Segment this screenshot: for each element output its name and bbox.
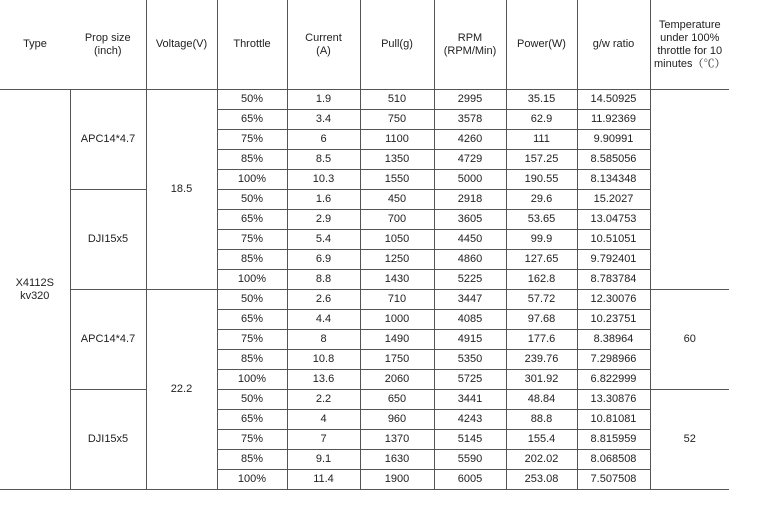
power-cell: 35.15: [506, 90, 577, 110]
pull-cell: 2060: [360, 370, 434, 390]
power-cell: 202.02: [506, 450, 577, 470]
table-row: [0, 190, 729, 210]
throttle-cell: 75%: [217, 330, 287, 350]
rpm-cell: 4860: [434, 250, 506, 270]
throttle-cell: 65%: [217, 410, 287, 430]
rpm-cell: 2995: [434, 90, 506, 110]
throttle-cell: 100%: [217, 170, 287, 190]
pull-cell: 1900: [360, 470, 434, 490]
current-cell: 11.4: [287, 470, 360, 490]
header-gw-ratio: g/w ratio: [577, 0, 650, 90]
power-cell: 99.9: [506, 230, 577, 250]
gw-ratio-cell: 8.585056: [577, 150, 650, 170]
header-prop-size: Prop size (inch): [70, 0, 146, 90]
current-cell: 5.4: [287, 230, 360, 250]
rpm-cell: 3441: [434, 390, 506, 410]
rpm-cell: 3578: [434, 110, 506, 130]
gw-ratio-cell: 8.783784: [577, 270, 650, 290]
rpm-cell: 5590: [434, 450, 506, 470]
table-row: [0, 290, 729, 310]
power-cell: 162.8: [506, 270, 577, 290]
throttle-cell: 75%: [217, 430, 287, 450]
power-cell: 57.72: [506, 290, 577, 310]
gw-ratio-cell: 9.90991: [577, 130, 650, 150]
power-cell: 155.4: [506, 430, 577, 450]
power-cell: 253.08: [506, 470, 577, 490]
power-cell: 127.65: [506, 250, 577, 270]
pull-cell: 710: [360, 290, 434, 310]
prop-size-cell: DJI15x5: [70, 390, 146, 490]
current-cell: 2.2: [287, 390, 360, 410]
rpm-cell: 4085: [434, 310, 506, 330]
header-current: Current (A): [287, 0, 360, 90]
header-voltage: Voltage(V): [146, 0, 217, 90]
rpm-cell: 5145: [434, 430, 506, 450]
current-cell: 6.9: [287, 250, 360, 270]
current-cell: 2.9: [287, 210, 360, 230]
table-row: [0, 90, 729, 110]
gw-ratio-cell: 13.30876: [577, 390, 650, 410]
current-cell: 8: [287, 330, 360, 350]
throttle-cell: 85%: [217, 450, 287, 470]
pull-cell: 960: [360, 410, 434, 430]
throttle-cell: 50%: [217, 290, 287, 310]
gw-ratio-cell: 8.815959: [577, 430, 650, 450]
header-power: Power(W): [506, 0, 577, 90]
gw-ratio-cell: 8.134348: [577, 170, 650, 190]
gw-ratio-cell: 7.298966: [577, 350, 650, 370]
rpm-cell: 3447: [434, 290, 506, 310]
temperature-cell: 60: [650, 290, 729, 390]
pull-cell: 1350: [360, 150, 434, 170]
current-cell: 13.6: [287, 370, 360, 390]
current-cell: 6: [287, 130, 360, 150]
temperature-cell: [650, 90, 729, 290]
pull-cell: 650: [360, 390, 434, 410]
header-temperature: Temperature under 100% throttle for 10 minutes（℃）: [650, 0, 729, 90]
current-cell: 1.9: [287, 90, 360, 110]
throttle-cell: 65%: [217, 210, 287, 230]
motor-type-label: X4112S kv320: [15, 276, 54, 302]
rpm-cell: 5350: [434, 350, 506, 370]
current-cell: 8.8: [287, 270, 360, 290]
gw-ratio-cell: 7.507508: [577, 470, 650, 490]
throttle-cell: 75%: [217, 230, 287, 250]
voltage-cell: 22.2: [146, 290, 217, 490]
power-cell: 62.9: [506, 110, 577, 130]
pull-cell: 1000: [360, 310, 434, 330]
pull-cell: 1370: [360, 430, 434, 450]
current-cell: 10.3: [287, 170, 360, 190]
rpm-cell: 5225: [434, 270, 506, 290]
current-cell: 10.8: [287, 350, 360, 370]
gw-ratio-cell: 8.38964: [577, 330, 650, 350]
throttle-cell: 85%: [217, 350, 287, 370]
pull-cell: 1550: [360, 170, 434, 190]
power-cell: 111: [506, 130, 577, 150]
throttle-cell: 100%: [217, 470, 287, 490]
rpm-cell: 5725: [434, 370, 506, 390]
gw-ratio-cell: 12.30076: [577, 290, 650, 310]
throttle-cell: 100%: [217, 370, 287, 390]
gw-ratio-cell: 10.81081: [577, 410, 650, 430]
power-cell: 157.25: [506, 150, 577, 170]
pull-cell: 1630: [360, 450, 434, 470]
pull-cell: 450: [360, 190, 434, 210]
header-row: [0, 0, 729, 90]
gw-ratio-cell: 11.92369: [577, 110, 650, 130]
throttle-cell: 75%: [217, 130, 287, 150]
voltage-cell: 18.5: [146, 90, 217, 290]
current-cell: 9.1: [287, 450, 360, 470]
gw-ratio-cell: 10.51051: [577, 230, 650, 250]
current-cell: 3.4: [287, 110, 360, 130]
pull-cell: 1430: [360, 270, 434, 290]
power-cell: 177.6: [506, 330, 577, 350]
current-cell: 7: [287, 430, 360, 450]
power-cell: 48.84: [506, 390, 577, 410]
header-type: Type: [0, 0, 70, 90]
prop-size-cell: APC14*4.7: [70, 90, 146, 190]
gw-ratio-cell: 8.068508: [577, 450, 650, 470]
throttle-cell: 100%: [217, 270, 287, 290]
power-cell: 97.68: [506, 310, 577, 330]
gw-ratio-cell: 14.50925: [577, 90, 650, 110]
throttle-cell: 50%: [217, 90, 287, 110]
pull-cell: 1750: [360, 350, 434, 370]
current-cell: 1.6: [287, 190, 360, 210]
throttle-cell: 85%: [217, 250, 287, 270]
throttle-cell: 50%: [217, 390, 287, 410]
current-cell: 4: [287, 410, 360, 430]
current-cell: 8.5: [287, 150, 360, 170]
table-row: [0, 390, 729, 410]
gw-ratio-cell: 15.2027: [577, 190, 650, 210]
throttle-cell: 65%: [217, 110, 287, 130]
pull-cell: 750: [360, 110, 434, 130]
gw-ratio-cell: 6.822999: [577, 370, 650, 390]
power-cell: 239.76: [506, 350, 577, 370]
power-cell: 190.55: [506, 170, 577, 190]
temperature-cell: 52: [650, 390, 729, 490]
current-cell: 2.6: [287, 290, 360, 310]
header-pull: Pull(g): [360, 0, 434, 90]
current-cell: 4.4: [287, 310, 360, 330]
throttle-cell: 85%: [217, 150, 287, 170]
power-cell: 301.92: [506, 370, 577, 390]
motor-type-cell: [0, 90, 70, 490]
gw-ratio-cell: 10.23751: [577, 310, 650, 330]
rpm-cell: 5000: [434, 170, 506, 190]
rpm-cell: 6005: [434, 470, 506, 490]
rpm-cell: 4915: [434, 330, 506, 350]
header-rpm: RPM (RPM/Min): [434, 0, 506, 90]
throttle-cell: 50%: [217, 190, 287, 210]
pull-cell: 1050: [360, 230, 434, 250]
throttle-cell: 65%: [217, 310, 287, 330]
power-cell: 29.6: [506, 190, 577, 210]
rpm-cell: 4260: [434, 130, 506, 150]
rpm-cell: 4729: [434, 150, 506, 170]
rpm-cell: 3605: [434, 210, 506, 230]
pull-cell: 1100: [360, 130, 434, 150]
power-cell: 88.8: [506, 410, 577, 430]
gw-ratio-cell: 13.04753: [577, 210, 650, 230]
rpm-cell: 4243: [434, 410, 506, 430]
rpm-cell: 4450: [434, 230, 506, 250]
rpm-cell: 2918: [434, 190, 506, 210]
pull-cell: 510: [360, 90, 434, 110]
prop-size-cell: DJI15x5: [70, 190, 146, 290]
gw-ratio-cell: 9.792401: [577, 250, 650, 270]
pull-cell: 700: [360, 210, 434, 230]
pull-cell: 1250: [360, 250, 434, 270]
power-cell: 53.65: [506, 210, 577, 230]
prop-size-cell: APC14*4.7: [70, 290, 146, 390]
pull-cell: 1490: [360, 330, 434, 350]
header-throttle: Throttle: [217, 0, 287, 90]
